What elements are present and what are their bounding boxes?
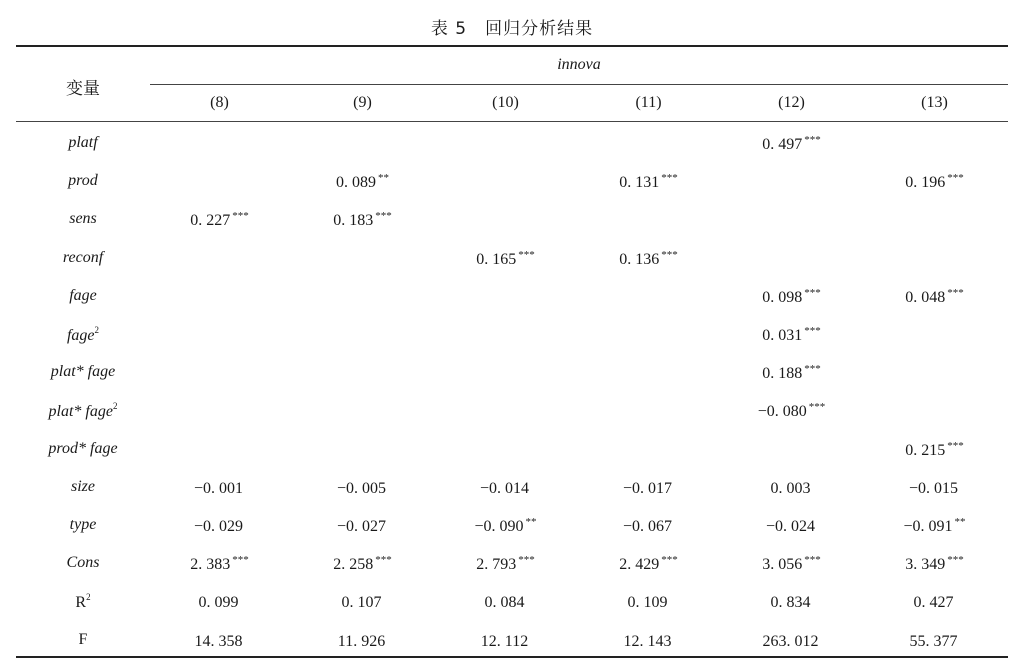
table-cell [863,363,1006,383]
bottom-rule [16,656,1008,658]
cell-value: 0. 834 [770,594,811,612]
table-cell [291,210,434,230]
table-row [16,430,1008,468]
table-cell [148,134,291,154]
column-header: (12) [778,94,805,111]
row-label [16,516,150,534]
cell-value: −0. 067 [622,518,673,535]
row-label-text: Cons [66,554,100,572]
significance-stars: *** [661,248,678,261]
significance-stars: *** [375,210,392,223]
table-cell [291,287,434,307]
table-row [16,162,1008,200]
table-cell [148,631,291,651]
significance-stars: *** [232,210,249,223]
table-cell [291,325,434,345]
header-rule [16,121,1008,122]
table-cell [863,440,1006,460]
table-cell [863,249,1006,269]
cell-value: 0. 099 [198,594,239,612]
significance-stars: *** [808,401,826,414]
table-cell [434,363,577,383]
significance-stars: ** [378,172,389,185]
table-cell [720,592,863,612]
table-cell [148,363,291,383]
row-label-text: prod [68,172,98,190]
cell-value: 12. 143 [623,632,672,650]
row-label-text: F [78,630,88,648]
table-cell [577,363,720,383]
cell-value: 14. 358 [194,632,243,650]
cell-value: 0. 497 [762,136,803,153]
significance-stars: *** [804,134,821,146]
cell-value: 0. 048 [905,288,946,306]
table-cell [291,440,434,460]
significance-stars: ** [954,516,966,528]
table-cell [577,287,720,307]
significance-stars: *** [804,554,821,567]
table-cell [148,172,291,192]
cell-value: 2. 429 [619,556,660,574]
row-label-superscript: 2 [86,592,91,603]
table-cell [863,401,1006,421]
table-cell [720,401,863,421]
table-cell [291,249,434,269]
row-label-superscript: 2 [112,401,118,412]
header-sub-rule [150,84,1008,85]
cell-value: −0. 091 [903,518,953,535]
table-cell [720,631,863,651]
cell-value: 0. 165 [476,250,517,268]
table-row [16,277,1008,315]
row-label-text: size [71,477,95,495]
row-label [16,287,150,305]
cell-value: 0. 227 [190,212,231,230]
table-cell [577,172,720,192]
table-row [16,353,1008,391]
row-label-text: sens [69,210,97,228]
row-label [16,325,150,345]
cell-value: 0. 427 [913,594,954,612]
cell-value: 0. 098 [762,288,803,306]
cell-value: 0. 188 [762,365,803,383]
cell-value: 0. 215 [905,441,946,459]
table-row [16,315,1008,353]
table-cell [434,554,577,574]
row-label-superscript: 2 [94,325,100,335]
table-cell [577,249,720,269]
significance-stars: *** [661,172,678,185]
significance-stars: *** [804,286,821,299]
significance-stars: ** [525,516,537,528]
table-cell [577,516,720,536]
table-cell [720,210,863,230]
table-row [16,468,1008,506]
significance-stars: *** [804,325,821,337]
table-cell [148,554,291,574]
cell-value: 3. 056 [762,556,803,574]
dependent-variable-header: innova [557,56,601,73]
table-cell [148,478,291,498]
cell-value: 0. 084 [484,594,525,612]
table-cell [720,440,863,460]
table-cell [434,287,577,307]
table-row [16,582,1008,620]
cell-value: 0. 031 [762,327,803,344]
table-cell [148,440,291,460]
cell-value: −0. 015 [908,479,959,497]
row-label [16,134,150,152]
row-label-text: prod* fage [48,439,118,457]
table-row [16,621,1008,659]
row-label [16,478,150,496]
table-cell [148,325,291,345]
row-label [16,631,150,649]
table-cell [434,210,577,230]
cell-value: 11. 926 [337,632,386,650]
column-header: (8) [210,94,229,111]
row-label-text: fage [66,327,95,344]
table-row [16,200,1008,238]
cell-value: 0. 131 [619,174,660,192]
table-cell [577,325,720,345]
table-cell [577,631,720,651]
row-label-text: plat* fage [50,363,116,381]
significance-stars: *** [232,554,249,567]
table-cell [434,249,577,269]
table-cell [434,172,577,192]
row-label [16,554,150,572]
cell-value: 55. 377 [909,632,958,650]
table-cell [577,554,720,574]
row-label [16,172,150,190]
cell-value: 0. 136 [619,250,660,268]
column-header: (11) [635,94,662,111]
row-label-text: R [75,594,87,612]
table-cell [577,401,720,421]
table-cell [577,478,720,498]
table-cell [577,440,720,460]
row-label-text: type [69,516,97,533]
cell-value: −0. 014 [479,479,530,497]
table-cell [863,631,1006,651]
table-cell [720,287,863,307]
cell-value: 0. 196 [905,174,946,192]
significance-stars: *** [947,439,964,452]
table-cell [434,440,577,460]
row-label-text: platf [68,134,98,151]
cell-value: 2. 383 [190,556,231,574]
cell-value: 2. 793 [476,556,517,574]
cell-value: −0. 027 [336,518,387,535]
table-cell [434,134,577,154]
significance-stars: *** [661,554,678,567]
cell-value: −0. 017 [622,479,673,497]
row-label-text: reconf [62,248,104,266]
row-label [16,249,150,267]
table-cell [863,592,1006,612]
column-header: (13) [921,94,948,111]
significance-stars: *** [947,172,964,185]
table-row [16,391,1008,429]
table-cell [291,631,434,651]
variable-header: 变量 [66,79,100,99]
top-rule [16,45,1008,47]
table-cell [720,172,863,192]
table-cell [577,592,720,612]
table-row [16,124,1008,162]
table-row [16,239,1008,277]
cell-value: 0. 109 [627,594,668,612]
cell-value: 263. 012 [762,632,819,650]
table-cell [291,516,434,536]
cell-value: −0. 090 [474,518,524,535]
cell-value: 0. 003 [770,479,811,497]
significance-stars: *** [947,286,964,299]
table-cell [720,134,863,154]
cell-value: 12. 112 [480,632,529,650]
cell-value: 0. 089 [336,174,376,192]
table-cell [434,516,577,536]
table-caption: 表 5 回归分析结果 [430,19,594,39]
cell-value: −0. 001 [193,479,244,497]
table-cell [148,287,291,307]
cell-value: −0. 029 [193,518,244,535]
cell-value: −0. 005 [336,479,387,497]
table-cell [863,172,1006,192]
row-label [16,440,150,458]
table-cell [434,592,577,612]
table-cell [720,325,863,345]
cell-value: 3. 349 [905,556,946,574]
table-cell [863,478,1006,498]
table-cell [720,363,863,383]
table-cell [148,210,291,230]
table-cell [720,554,863,574]
table-cell [720,478,863,498]
table-cell [863,516,1006,536]
table-cell [863,287,1006,307]
column-header: (10) [492,94,519,111]
table-cell [434,631,577,651]
table-cell [291,554,434,574]
table-cell [863,134,1006,154]
row-label-text: fage [69,286,97,304]
table-cell [863,554,1006,574]
table-cell [291,401,434,421]
table-row [16,544,1008,582]
table-cell [434,401,577,421]
table-cell [720,249,863,269]
row-label [16,592,150,612]
table-cell [291,478,434,498]
cell-value: 2. 258 [333,556,374,574]
column-header: (9) [353,94,372,111]
table-cell [434,478,577,498]
significance-stars: *** [804,363,821,376]
row-label [16,363,150,381]
table-cell [863,210,1006,230]
table-row [16,506,1008,544]
table-cell [148,592,291,612]
significance-stars: *** [518,554,535,567]
row-label [16,401,150,421]
table-cell [863,325,1006,345]
table-cell [291,134,434,154]
significance-stars: *** [518,248,535,261]
cell-value: 0. 107 [341,594,382,612]
table-cell [291,363,434,383]
table-cell [291,172,434,192]
row-label-text: plat* fage [48,403,113,421]
table-cell [148,401,291,421]
table-cell [148,249,291,269]
cell-value: −0. 080 [757,403,807,421]
table-cell [434,325,577,345]
significance-stars: *** [947,554,964,567]
table-cell [720,516,863,536]
table-cell [577,210,720,230]
table-cell [148,516,291,536]
row-label [16,210,150,228]
cell-value: −0. 024 [765,518,816,535]
table-cell [291,592,434,612]
cell-value: 0. 183 [333,212,374,230]
table-cell [577,134,720,154]
significance-stars: *** [375,554,392,567]
